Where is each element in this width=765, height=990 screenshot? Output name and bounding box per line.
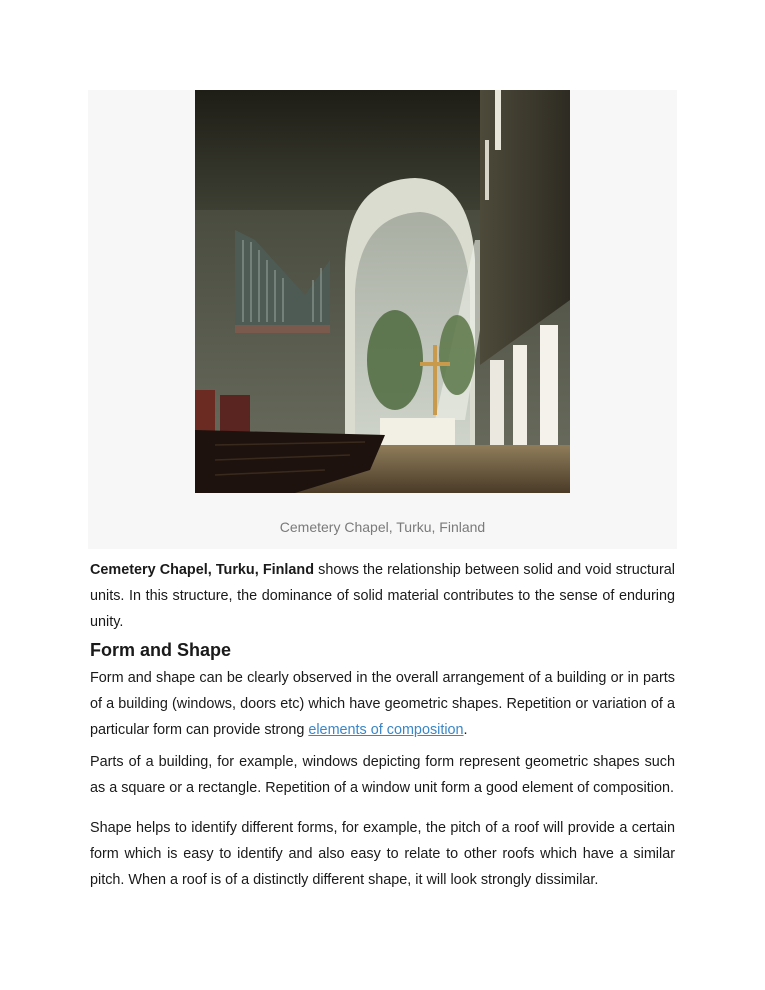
paragraph-intro — [90, 557, 675, 635]
paragraph-intro-text: shows the relationship between solid and void structural units. In this structure, the dominance of solid material contributes to the sense of enduring unity. — [90, 562, 675, 630]
elements-of-composition-link[interactable]: elements of composition — [308, 722, 464, 738]
figure — [88, 90, 677, 549]
chapel-photo — [195, 90, 570, 493]
figure-caption: Cemetery Chapel, Turku, Finland — [279, 519, 486, 535]
paragraph-intro-bold-lead: Cemetery Chapel, Turku, Finland — [90, 562, 315, 578]
paragraph-form-shape-text: Form and shape can be clearly observed in the overall arrangement of a building or in parts of a building (windows, doors etc) which have geometric shapes. Repetition or variation of a particular form can provide strong — [90, 670, 675, 738]
paragraph-form-shape — [90, 665, 675, 743]
section-heading-form-and-shape: Form and Shape — [90, 640, 232, 660]
chapel-photo-illustration — [195, 90, 570, 493]
paragraph-form-shape-tail: . — [463, 722, 468, 738]
paragraph-roof-shape: Shape helps to identify different forms, for example, the pitch of a roof will provide a certain form which is easy to identify and also easy to relate to other roofs which have a similar pitch. When a roof is of a distinctly different shape, it will look strongly dissimilar. — [90, 820, 675, 888]
paragraph-windows: Parts of a building, for example, windows depicting form represent geometric shapes such as a square or a rectangle. Repetition of a window unit form a good element of composition. — [90, 754, 675, 796]
article-body — [90, 557, 675, 893]
